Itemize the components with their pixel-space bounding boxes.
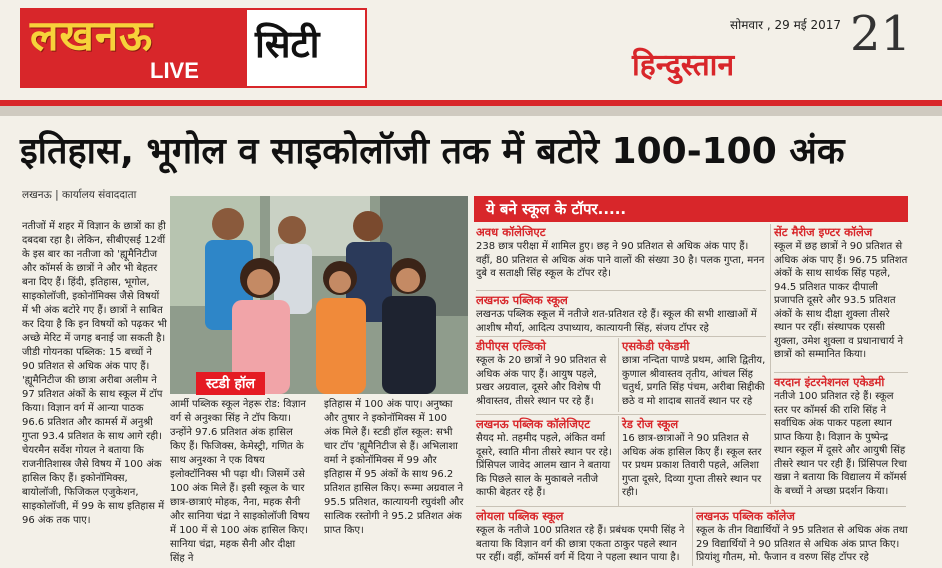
school-text: स्कूल के नतीजे 100 प्रतिशत रहे हैं। प्रबंधक एमपी सिंह ने बताया कि विज्ञान वर्ग की छात्रा एकता ठाकुर पहले स्थान पर रहीं। वहीं, कॉमर्स वर्ग में दिया ने पहला स्थान पाया है। [476,525,685,563]
masthead-section-title: सिटी [255,22,320,66]
school-name: लोयला पब्लिक स्कूल [476,509,564,523]
school-name: लखनऊ पब्लिक कॉलेजिएट [476,417,591,431]
masthead-date: सोमवार , 29 मई 2017 [730,18,842,32]
photo-caption: स्टडी हॉल [196,372,265,395]
box-divider [476,414,766,415]
article-headline: इतिहास, भूगोल व साइकोलॉजी तक में बटोरे 100-100 अंक [20,131,845,172]
masthead-city-logo: लखनऊ [30,11,154,60]
school-box [476,224,766,281]
masthead-divider-shade [0,106,942,116]
newspaper-name: हिन्दुस्तान [632,48,735,83]
school-name: रेड रोज स्कूल [622,417,679,431]
box-divider [770,224,771,504]
school-name: सेंट मैरीज इण्टर कॉलेज [774,225,873,239]
school-box [476,508,686,565]
school-text: सैयद मो. तहमीद पहले, अंकित वर्मा दूसरे, स्वाति मीना तीसरे स्थान पर रहे। प्रिंसिपल जावेद आलम खान ने बताया कि पिछले साल के मुकाबले नतीजे काफी बेहतर रहे हैं। [476,433,612,498]
school-text: 16 छात्र-छात्राओं ने 90 प्रतिशत से अधिक अंक हासिल किए हैं। स्कूल स्तर पर प्रथम प्रकाश तिवारी पहले, अलिशा गुप्ता दूसरे, दिव्या गुप्ता तीसरे स्थान पर रही। [622,433,762,498]
page-number: 21 [850,6,912,62]
toppers-panel-header: ये बने स्कूल के टॉपर..... [474,196,908,222]
students-photo-illustration [170,196,468,394]
school-name: डीपीएस एल्डिको [476,339,546,353]
school-box [622,338,766,408]
box-divider [692,508,693,566]
school-name: लखनऊ पब्लिक कॉलेज [696,509,795,523]
school-text: नतीजे 100 प्रतिशत रहे हैं। स्कूल स्तर पर कॉमर्स की राशि सिंह ने सर्वाधिक अंक पाकर पहला स्थान प्राप्त किया है। विज्ञान के पुष्पेन्द्र स्थान स्कूल में दूसरे और आयुषी सिंह तीसरे स्थान पर रही हैं। प्रिंसिपल रिचा खन्ना ने बताया कि विद्यालय में कॉमर्स के बच्चों ने अच्छा प्रदर्शन किया। [774,391,908,497]
school-text: लखनऊ पब्लिक स्कूल में नतीजे शत-प्रतिशत रहे हैं। स्कूल की सभी शाखाओं में आशीष मौर्या, आदित्य उपाध्याय, कात्यायनी सिंह, संजय टॉपर रहे [476,309,757,334]
box-divider [618,338,619,412]
box-divider [774,372,908,373]
article-paragraph: इतिहास में 100 अंक पाए। अनुष्का और तुषार ने इकोनॉमिक्स में 100 अंक मिले हैं। स्टडी हॉल स्कूल: सभी चार टॉप 'ह्यूमैनिटीज से हैं। अभिलाशा वर्मा ने इकोनॉमिक्स में 99 और इतिहास में 95 अंकों के साथ 96.2 प्रतिशत हासिल किए। रूम्मा अग्रवाल ने 95.5 प्रतिशत, कात्यायनी रघुवंशी और सात्विक रस्तोगी ने 95.2 प्रतिशत अंक प्राप्त किए। [324,399,464,536]
article-paragraph: जीडी गोयनका पब्लिक: 15 बच्चों ने 90 प्रतिशत से अधिक अंक पाए हैं। 'ह्यूमैनिटीज की छात्रा अरीबा अलीम ने 97 प्रतिशत अंकों के साथ स्कूल में टॉप किया। विज्ञान वर्ग में आन्या पाठक 96.6 प्रतिशत और कामर्स में अनुश्री गुप्ता 93.4 प्रतिशत के साथ आगे रही। चेयरमैन सर्वेश गोयल ने बताया कि राजनीतिशास्त्र जैसे विषय में 100 अंक हासिल किए हैं। इकोनॉमिक्स, बायोलॉजी, फिजिकल एजुकेशन, साइकोलॉजी, में 99 के साथ इतिहास में 96 अंक तक पाए। [22,347,165,526]
school-name: लखनऊ पब्लिक स्कूल [476,293,568,307]
school-box [622,416,766,500]
box-divider [476,506,906,507]
school-text: छात्रा नन्दिता पाण्डे प्रथम, आशि द्वितीय, कुणाल श्रीवास्तव तृतीय, आंचल सिंह चतुर्थ, प्रगति सिंह पंचम, अरीबा सिद्दीकी छठे व मो शादाब सातवें स्थान पर रहे [622,355,766,407]
article-paragraph: आर्मी पब्लिक स्कूल नेहरू रोड: विज्ञान वर्ग से अनुश्का सिंह ने टॉप किया। उन्होंने 97.6 प्रतिशत अंक हासिल किए हैं। फिजिक्स, केमेस्ट्री, गणित के साथ अनुश्का ने एक विषय इलोक्टॉनिक्स भी पढ़ा थी। जिसमें उसे 100 अंक मिले हैं। इसी स्कूल के चार छात्र-छात्राएं मोहक, नैना, महक सैनी और सानिया चंद्रा ने साइकोलॉजी विषय में 100 में से 100 अंक हासिल किए। सानिया चंद्रा, महक सैनी और दीक्षा सिंह ने [170,399,310,564]
school-text: स्कूल के तीन विद्यार्थियों ने 95 प्रतिशत से अधिक अंक तथा 29 विद्यार्थियों ने 90 प्रतिशत से अधिक अंक प्राप्त किए। प्रियांशु गौतम, मो. फैजान व वरुण सिंह टॉपर रहे [696,525,908,563]
school-box [476,292,766,335]
box-divider [618,416,619,506]
box-divider [476,290,766,291]
masthead-live-label: LIVE [150,58,199,83]
school-box [774,224,908,362]
school-box [476,338,614,408]
school-name: वरदान इंटरनेशनल एकेडमी [774,375,885,389]
students-photo [170,196,468,394]
article-left-column [22,220,167,528]
article-byline: लखनऊ | कार्यालय संवाददाता [22,189,137,201]
school-text: 238 छात्र परीक्षा में शामिल हुए। छह ने 90 प्रतिशत से अधिक अंक पाए हैं। वहीं, 80 प्रतिशत से अधिक अंक पाने वालों की संख्या 30 है। पलक गुप्ता, मनन दुबे व सताक्षी सिंह स्कूल के टॉपर रहे। [476,241,765,279]
box-divider [476,336,766,337]
school-name: एसकेडी एकेडमी [622,339,690,353]
school-box [476,416,614,500]
school-text: स्कूल में छह छात्रों ने 90 प्रतिशत से अधिक अंक पाए हैं। 96.75 प्रतिशत अंकों के साथ सार्थक सिंह पहले, 94.5 प्रतिशत पाकर दीपाली प्रजापति दूसरे और 93.5 प्रतिशत अंकों के साथ दीक्षा शुक्ला तीसरे स्थान पर रहीं। संस्थापक एससी शुक्ला, उमेश शुक्ला व प्रधानाचार्य ने छात्रों को सम्मानित किया। [774,241,908,360]
article-paragraph: नतीजों में शहर में विज्ञान के छात्रों का ही दबदबा रहा है। लेकिन, सीबीएसई 12वीं के इस बार का नतीजा को 'ह्यूमैनिटीज और कॉमर्स के छात्रों ने और भी बेहतर बना दिए हैं। हिंदी, इतिहास, भूगोल, साइकोलॉजी, इकोनॉमिक्स जैसे विषयों में भी अंक बटोरे गए हैं। छात्रों ने साबित कर दिया है कि इन विषयों को पढ़कर भी अच्छे मेरिट में जगह बनाई जा सकती है। [22,221,167,344]
school-text: स्कूल के 20 छात्रों ने 90 प्रतिशत से अधिक अंक पाए हैं। आयुष पहले, प्रखर अग्रवाल, दूसरे और विशेष पी श्रीवास्तव, तीसरे स्थान पर रहे हैं। [476,355,607,407]
school-name: अवध कॉलेजिएट [476,225,546,239]
school-box [774,374,908,498]
school-box [696,508,908,565]
